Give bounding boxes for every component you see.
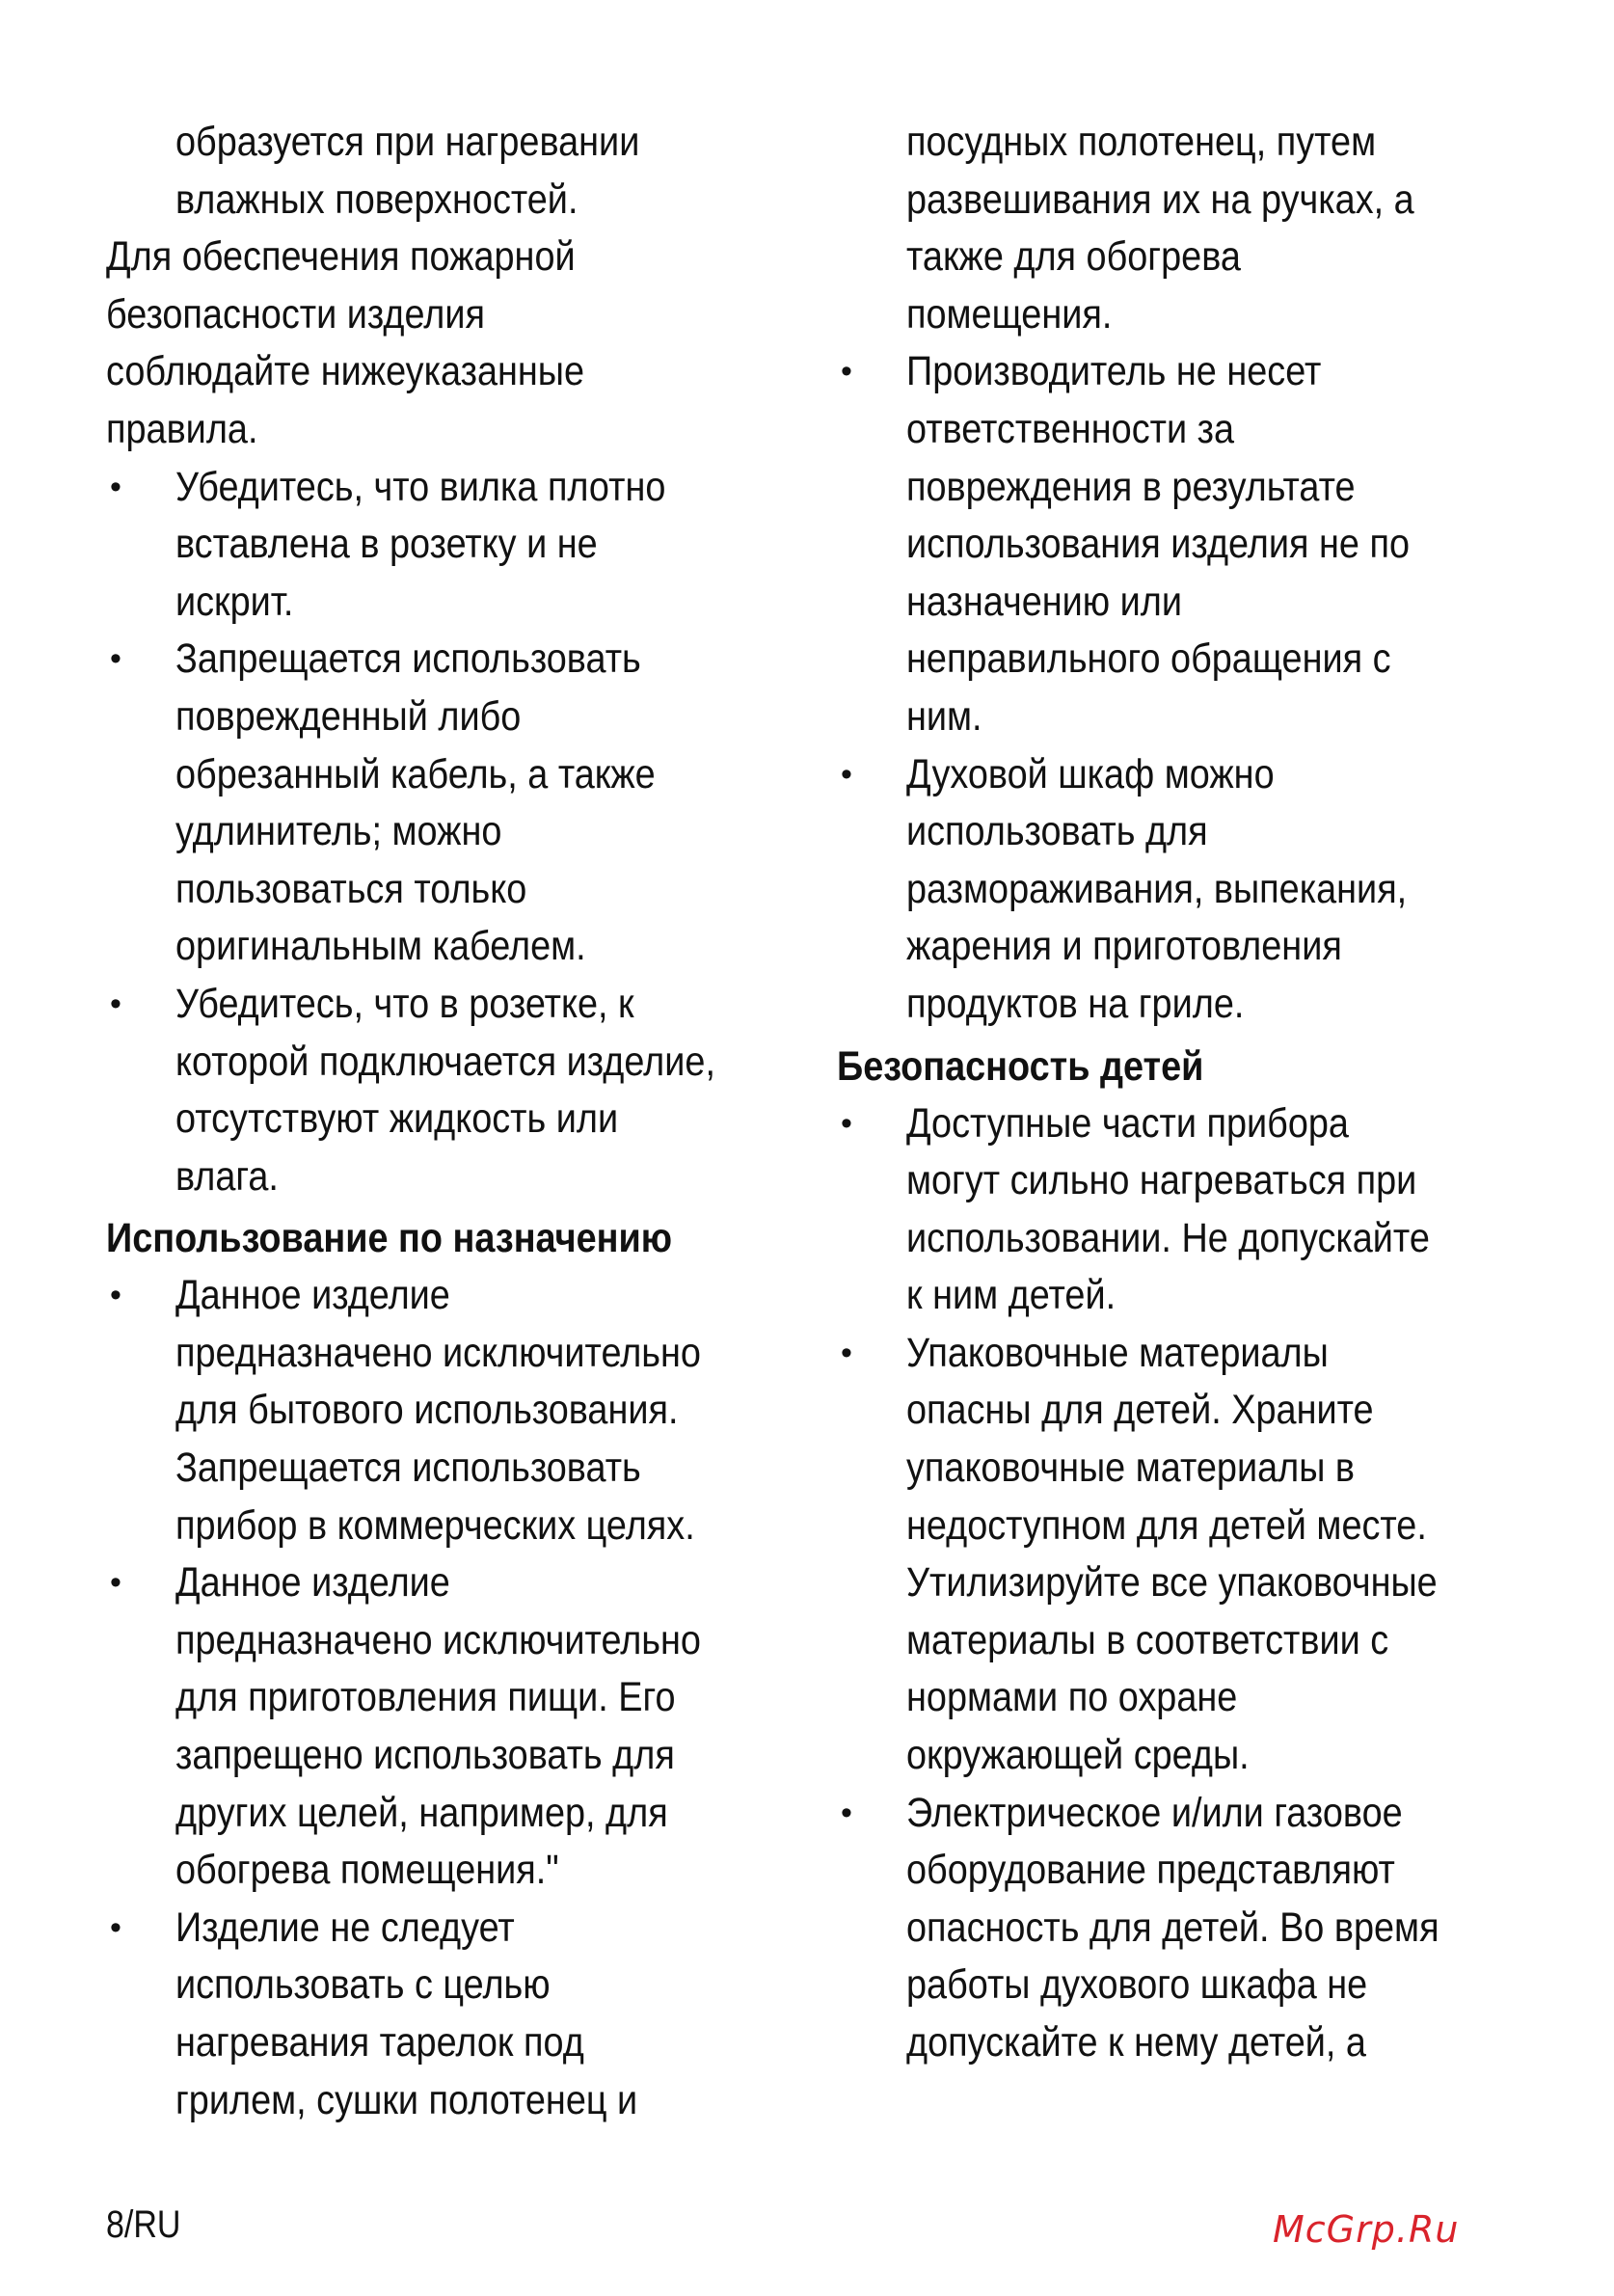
text-line: Изделие не следует — [175, 1904, 515, 1951]
bullet-icon: • — [841, 1794, 852, 1831]
text-line: образуется при нагревании — [175, 119, 640, 165]
bullet-icon: • — [841, 353, 852, 391]
text-line: материалы в соответствии с — [906, 1616, 1389, 1663]
paragraph — [837, 114, 1570, 343]
section-heading — [837, 1034, 1570, 1095]
text-line: которой подключается изделие, — [175, 1038, 715, 1085]
text-line: использования изделия не по — [906, 521, 1411, 568]
text-line: запрещено использовать для — [175, 1732, 675, 1779]
text-line: работы духового шкафа не — [906, 1961, 1368, 2009]
text-line: ним. — [906, 692, 982, 740]
text-line: опасны для детей. Храните — [906, 1387, 1374, 1434]
text-line: повреждения в результате — [906, 463, 1356, 510]
text-line: удлинитель; можно — [175, 808, 502, 855]
text-line: назначению или — [906, 578, 1183, 625]
paragraph — [106, 114, 820, 229]
text-line: влага. — [175, 1152, 279, 1200]
text-line: Запрещается использовать — [175, 635, 641, 683]
watermark: McGrp.Ru — [1273, 2208, 1460, 2251]
text-line: обрезанный кабель, а также — [175, 750, 656, 797]
text-line: использовать для — [906, 808, 1208, 855]
text-line: Доступные части прибора — [906, 1099, 1349, 1147]
text-line: использовать с целью — [175, 1961, 551, 2009]
text-line: Духовой шкаф можно — [906, 750, 1275, 797]
text-line: нормами по охране — [906, 1674, 1238, 1721]
text-line: прибор в коммерческих целях. — [175, 1501, 695, 1549]
text-line: Убедитесь, что в розетке, к — [175, 980, 634, 1027]
page-number: 8/RU — [106, 2203, 181, 2246]
text-line: окружающей среды. — [906, 1732, 1250, 1779]
text-line: Утилизируйте все упаковочные — [906, 1559, 1438, 1607]
bullet-icon: • — [841, 755, 852, 793]
text-line: безопасности изделия — [106, 290, 485, 338]
text-line: Данное изделие — [175, 1272, 450, 1319]
text-line: оригинальным кабелем. — [175, 923, 586, 970]
text-line: Для обеспечения пожарной — [106, 233, 576, 281]
bullet-item — [837, 746, 1570, 1034]
bullet-icon: • — [841, 1334, 852, 1371]
text-line: использовании. Не допускайте — [906, 1214, 1430, 1261]
bullet-item — [106, 1554, 820, 1900]
right-column — [837, 114, 1570, 2072]
bullet-icon: • — [110, 468, 121, 505]
text-line: для бытового использования. — [175, 1387, 679, 1434]
text-line: для приготовления пищи. Его — [175, 1674, 676, 1721]
bullet-icon: • — [841, 1104, 852, 1142]
text-line: ответственности за — [906, 405, 1235, 452]
text-line: влажных поверхностей. — [175, 176, 578, 223]
text-line: жарения и приготовления — [906, 923, 1342, 970]
bullet-icon: • — [110, 640, 121, 678]
text-line: посудных полотенец, путем — [906, 119, 1377, 165]
bullet-icon: • — [110, 1564, 121, 1602]
text-line: поврежденный либо — [175, 692, 522, 740]
text-line: предназначено исключительно — [175, 1616, 701, 1663]
text-line: также для обогрева — [906, 233, 1241, 281]
text-line: допускайте к нему детей, а — [906, 2019, 1366, 2066]
bullet-item — [106, 1267, 820, 1554]
text-line: Безопасность детей — [837, 1042, 1204, 1090]
bullet-icon: • — [110, 985, 121, 1022]
bullet-item — [106, 976, 820, 1205]
text-line: грилем, сушки полотенец и — [175, 2076, 638, 2123]
text-line: Запрещается использовать — [175, 1445, 641, 1492]
text-line: развешивания их на ручках, а — [906, 176, 1414, 223]
text-line: Убедитесь, что вилка плотно — [175, 463, 666, 510]
text-line: Производитель не несет — [906, 348, 1322, 395]
text-line: других целей, например, для — [175, 1789, 668, 1836]
text-line: продуктов на гриле. — [906, 980, 1245, 1027]
left-column — [106, 114, 820, 2129]
bullet-item — [837, 1325, 1570, 1785]
text-line: нагревания тарелок под — [175, 2019, 584, 2066]
text-line: искрит. — [175, 578, 294, 625]
text-line: Использование по назначению — [106, 1215, 673, 1262]
bullet-item — [106, 631, 820, 976]
bullet-icon: • — [110, 1908, 121, 1946]
text-line: отсутствуют жидкость или — [175, 1095, 619, 1143]
bullet-item — [837, 1785, 1570, 2072]
text-line: размораживания, выпекания, — [906, 865, 1408, 912]
text-line: оборудование представляют — [906, 1847, 1395, 1894]
text-line: обогрева помещения." — [175, 1847, 559, 1894]
text-line: вставлена в розетку и не — [175, 521, 598, 568]
text-line: правила. — [106, 405, 258, 452]
text-line: недоступном для детей месте. — [906, 1501, 1427, 1549]
text-line: помещения. — [906, 290, 1113, 338]
text-line: могут сильно нагреваться при — [906, 1157, 1417, 1204]
text-line: к ним детей. — [906, 1272, 1116, 1319]
text-line: пользоваться только — [175, 865, 527, 912]
text-line: неправильного обращения с — [906, 635, 1391, 683]
text-line: упаковочные материалы в — [906, 1445, 1356, 1492]
bullet-item — [837, 1095, 1570, 1325]
text-line: соблюдайте нижеуказанные — [106, 348, 585, 395]
text-line: предназначено исключительно — [175, 1329, 701, 1376]
text-line: опасность для детей. Во время — [906, 1904, 1439, 1951]
bullet-item — [837, 343, 1570, 745]
text-line: Упаковочные материалы — [906, 1329, 1329, 1376]
paragraph — [106, 229, 820, 458]
bullet-icon: • — [110, 1277, 121, 1314]
bullet-item — [106, 459, 820, 632]
section-heading — [106, 1205, 820, 1267]
text-line: Данное изделие — [175, 1559, 450, 1607]
text-line: Электрическое и/или газовое — [906, 1789, 1403, 1836]
bullet-item — [106, 1900, 820, 2129]
